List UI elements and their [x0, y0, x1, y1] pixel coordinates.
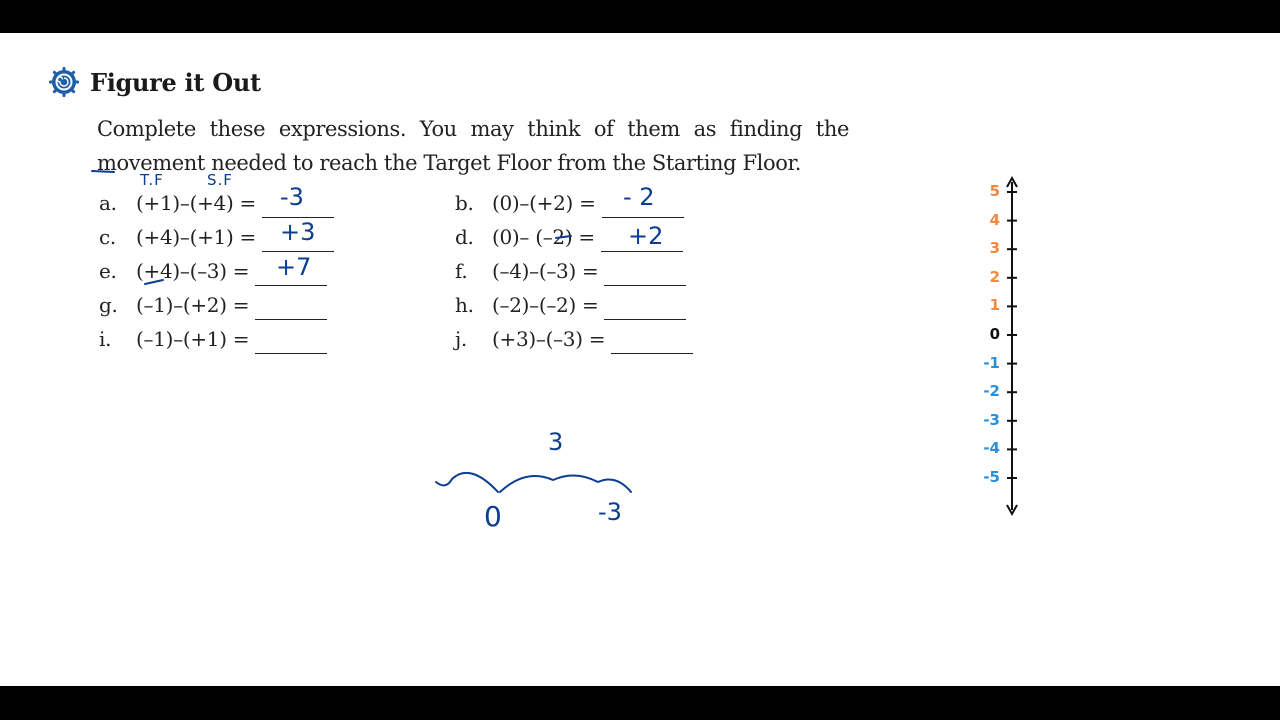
gear-badge-icon [48, 66, 80, 98]
answer-blank[interactable] [255, 299, 327, 320]
handwritten-answer-d: +2 [628, 222, 664, 250]
handwritten-answer-e: +7 [276, 253, 312, 281]
exercise-expression: (–1)–(+2) = [136, 293, 250, 317]
exercise-expression: (0)– (–2) = [492, 225, 595, 249]
exercise-letter: d. [455, 225, 474, 249]
tick-label: -4 [983, 439, 1000, 458]
tick-label: -1 [983, 353, 1000, 372]
bottom-letterbox-bar [0, 686, 1280, 720]
handwritten-answer-a: -3 [280, 183, 304, 211]
tick-label: -3 [983, 410, 1000, 429]
tick-label: 4 [989, 210, 1000, 229]
exercise-letter: a. [99, 191, 117, 215]
exercise-i [99, 324, 327, 354]
exercise-letter: e. [99, 259, 117, 283]
jump-arc [436, 473, 498, 492]
exercise-expression: (–4)–(–3) = [492, 259, 599, 283]
exercise-letter: c. [99, 225, 116, 249]
tick-label: 0 [989, 325, 1000, 343]
tick-label: 5 [989, 182, 1000, 200]
sketch-start-label: 0 [484, 500, 502, 533]
answer-blank[interactable] [604, 299, 686, 320]
exercise-expression: (+4)–(–3) = [136, 259, 250, 283]
exercise-letter: b. [455, 191, 474, 215]
instructions-paragraph: Complete these expressions. You may think of them as finding the movement needed to reach the Target Floor from the Starting Floor. [97, 117, 849, 175]
exercise-list [0, 185, 760, 365]
sketch-jump-label: 3 [548, 428, 564, 456]
exercise-j [455, 324, 693, 354]
tick-label: 3 [989, 239, 1000, 258]
handwritten-answer-c: +3 [280, 218, 316, 246]
sketch-end-label: -3 [598, 498, 622, 526]
starting-floor-annotation: S.F [207, 171, 233, 189]
top-letterbox-bar [0, 0, 1280, 33]
answer-blank[interactable] [255, 333, 327, 354]
exercise-expression: (+4)–(+1) = [136, 225, 256, 249]
exercise-letter: g. [99, 293, 118, 317]
tick-label: 2 [989, 267, 1000, 286]
exercise-expression: (0)–(+2) = [492, 191, 596, 215]
tick-label: -2 [983, 382, 1000, 401]
tick-label: 1 [989, 296, 1000, 315]
exercise-expression: (+3)–(–3) = [492, 327, 606, 351]
exercise-f [455, 256, 686, 286]
jump-arc [500, 475, 631, 492]
tick-label: -5 [983, 468, 1000, 486]
section-title: Figure it Out [90, 67, 261, 97]
answer-blank[interactable] [604, 265, 686, 286]
handwritten-answer-b: - 2 [623, 183, 655, 211]
answer-blank[interactable] [611, 333, 693, 354]
exercise-expression: (–1)–(+1) = [136, 327, 250, 351]
exercise-h [455, 290, 686, 320]
exercise-letter: h. [455, 293, 474, 317]
vertical-number-line [970, 170, 1050, 520]
exercise-expression: (–2)–(–2) = [492, 293, 599, 317]
target-floor-annotation: T.F [140, 171, 164, 189]
exercise-g [99, 290, 327, 320]
exercise-expression: (+1)–(+4) = [136, 191, 256, 215]
exercise-letter: i. [99, 327, 112, 351]
exercise-letter: f. [455, 259, 468, 283]
exercise-letter: j. [455, 327, 467, 351]
section-heading [48, 66, 261, 98]
